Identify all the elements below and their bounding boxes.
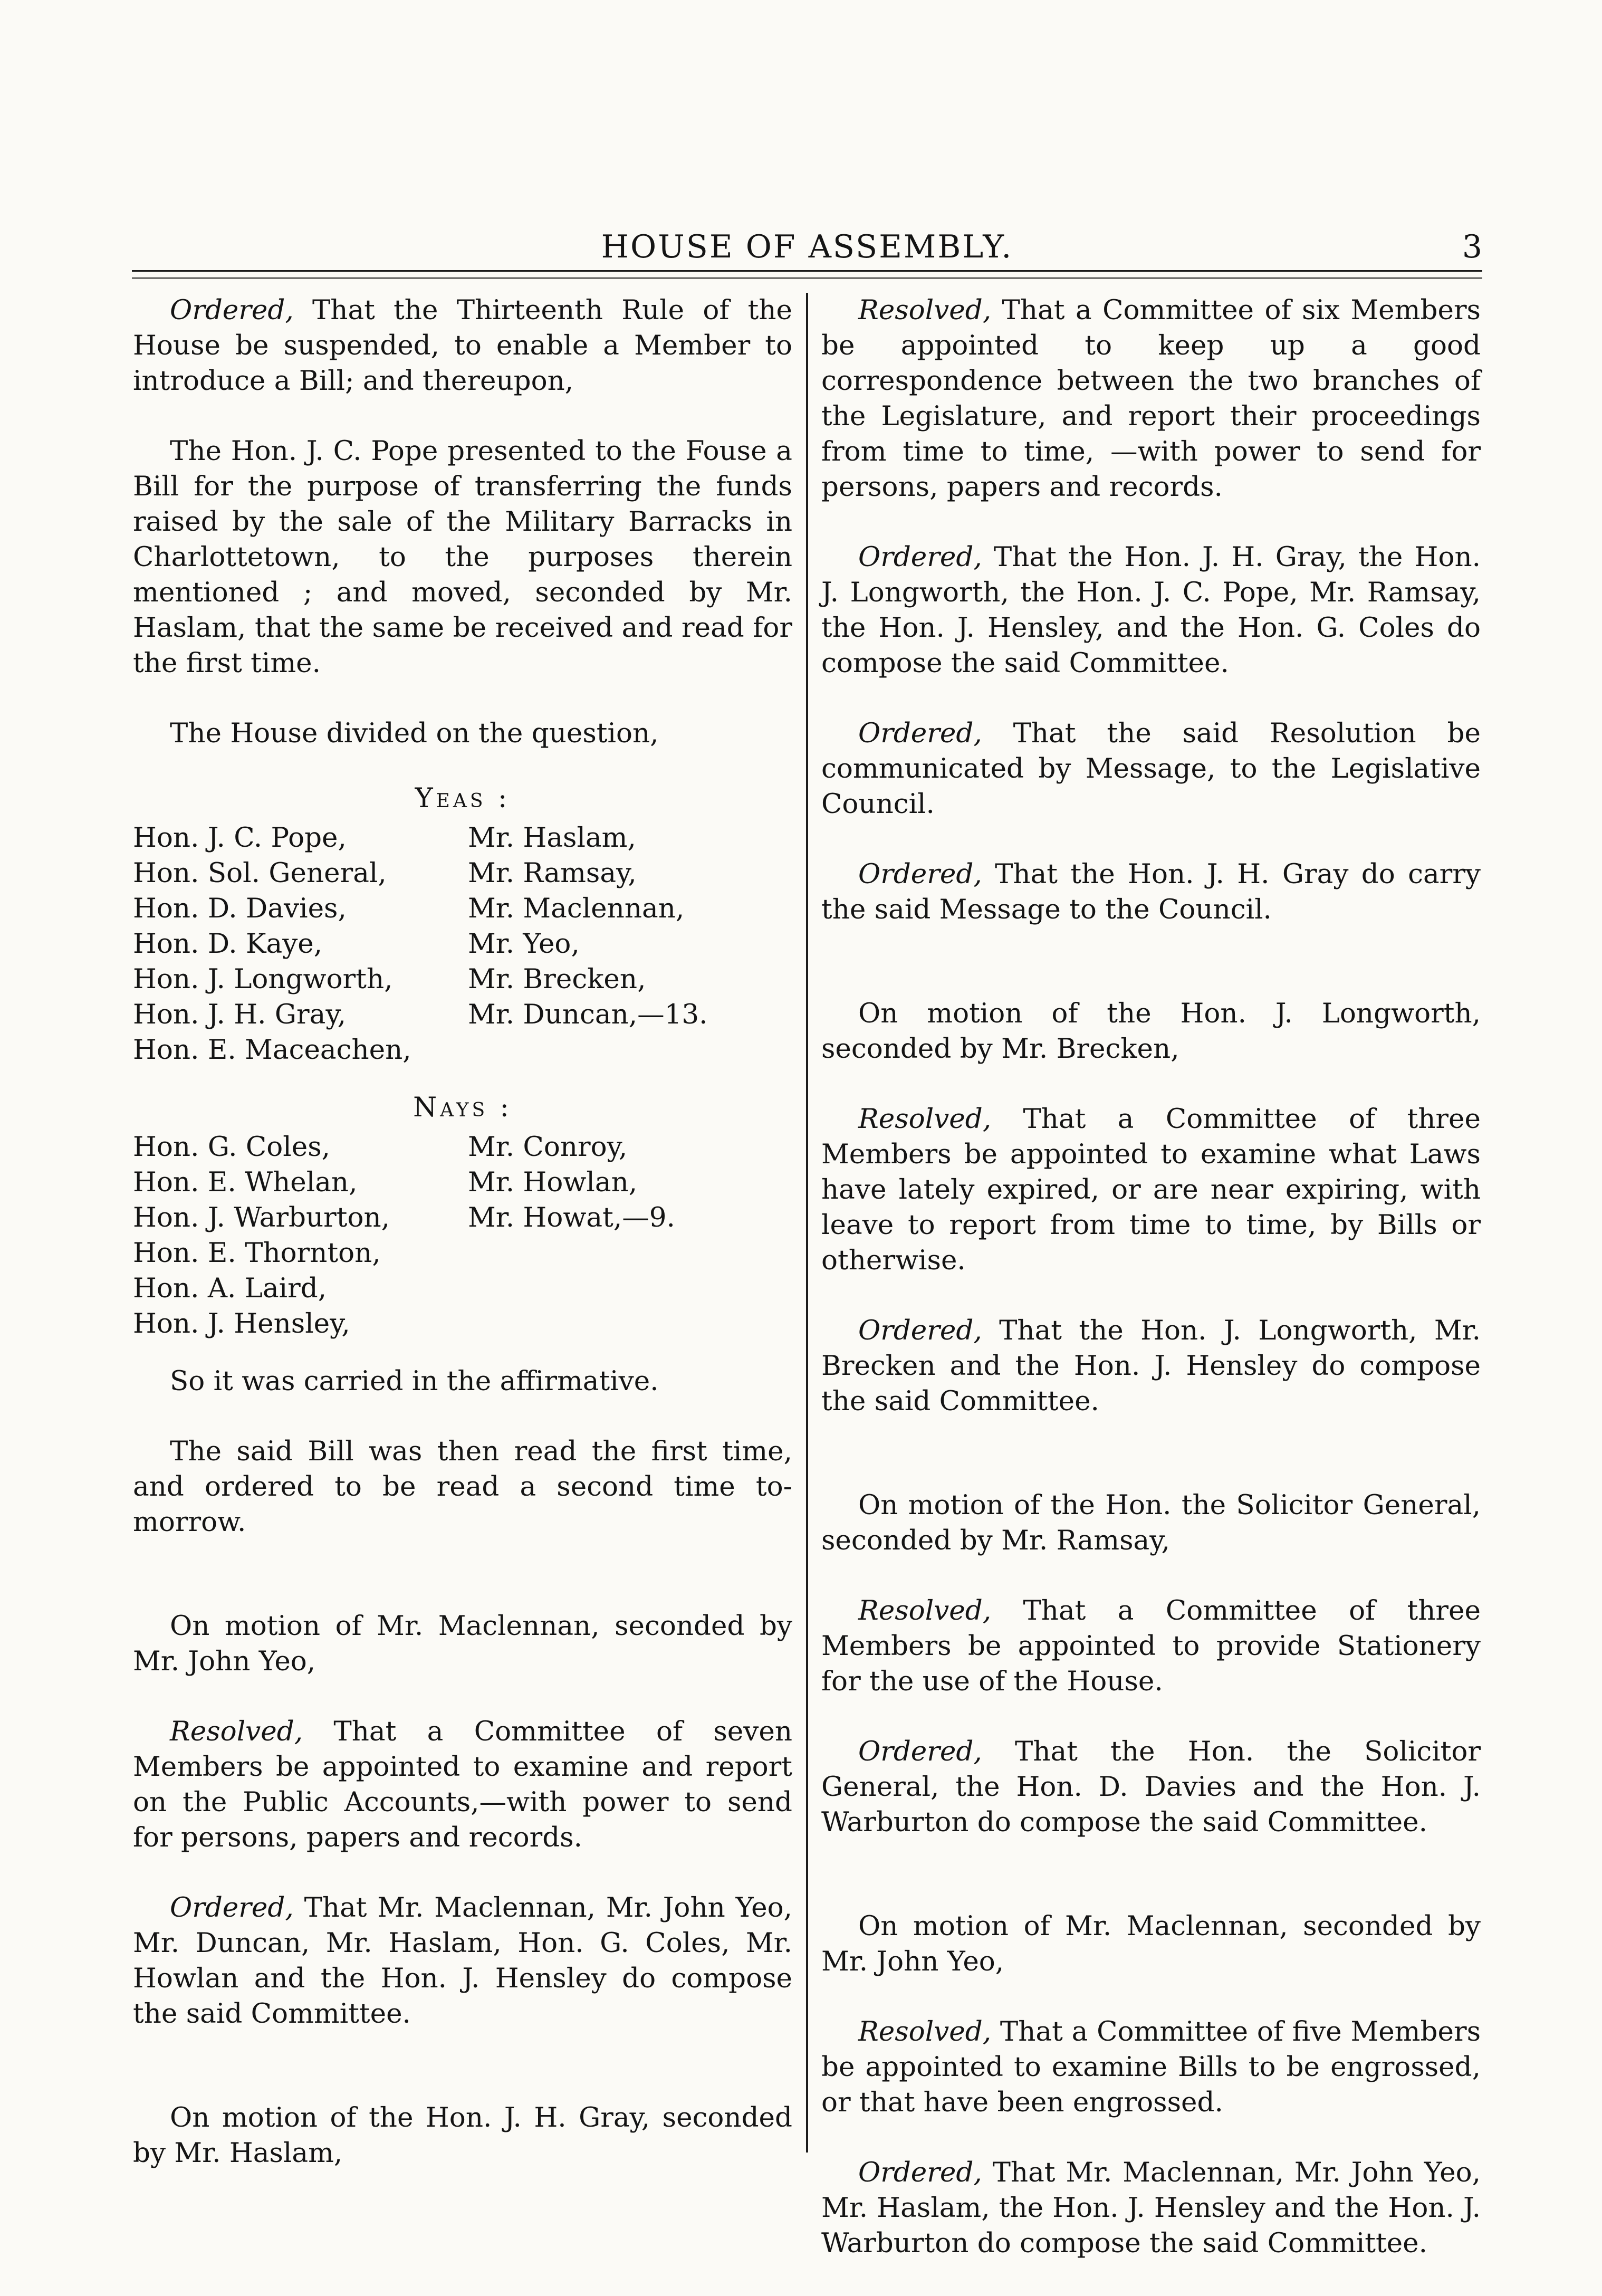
member-name: Mr. Haslam, bbox=[468, 822, 636, 854]
yeas-list bbox=[133, 820, 792, 1068]
paragraph: The said Bill was then read the first time, and ordered to be read a second time to-morrow. bbox=[133, 1436, 792, 1538]
paragraph: So it was carried in the affirmative. bbox=[170, 1365, 659, 1397]
paragraph: Ordered, That the Hon. J. H. Gray, the Hon. J. Longworth, the Hon. J. C. Pope, Mr. Ramsay, the Hon. J. Hensley, and the Hon. G. Coles do compose the said Committee. bbox=[821, 541, 1481, 679]
member-name: Hon. E. Thornton, bbox=[133, 1237, 381, 1269]
member-name: Hon. J. H. Gray, bbox=[133, 999, 346, 1030]
paragraph: Ordered, That Mr. Maclennan, Mr. John Yeo, Mr. Haslam, the Hon. J. Hensley and the Hon. J. Warburton do compose the said Committee. bbox=[821, 2157, 1481, 2259]
member-name bbox=[468, 1306, 763, 1342]
member-name: Hon. D. Davies, bbox=[133, 893, 347, 924]
page-number: 3 bbox=[1462, 228, 1482, 265]
member-name: Mr. Yeo, bbox=[468, 928, 580, 960]
paragraph: Resolved, That a Committee of three Members be appointed to examine what Laws have lately expired, or are near expiring, with leave to report from time to time, by Bills or otherwise. bbox=[821, 1103, 1481, 1276]
paragraph: Ordered, That Mr. Maclennan, Mr. John Yeo, Mr. Duncan, Mr. Haslam, Hon. G. Coles, Mr. Howlan and the Hon. J. Hensley do compose the said Committee. bbox=[133, 1892, 792, 2030]
nays-list bbox=[133, 1130, 792, 1342]
member-name bbox=[468, 1032, 763, 1068]
member-name: Hon. E. Whelan, bbox=[133, 1166, 358, 1198]
yeas-heading: Yeas : bbox=[415, 782, 511, 814]
member-name: Hon. G. Coles, bbox=[133, 1131, 331, 1163]
member-name: Hon. D. Kaye, bbox=[133, 928, 323, 960]
paragraph: Ordered, That the Thirteenth Rule of the House be suspended, to enable a Member to introduce a Bill; and thereupon, bbox=[133, 294, 792, 397]
paragraph: On motion of the Hon. the Solicitor General, seconded by Mr. Ramsay, bbox=[821, 1489, 1481, 1556]
running-title: HOUSE OF ASSEMBLY. bbox=[601, 228, 1013, 265]
paragraph: Ordered, That the Hon. J. H. Gray do carry the said Message to the Council. bbox=[821, 858, 1481, 925]
member-name: Hon. E. Maceachen, bbox=[133, 1034, 411, 1066]
nays-heading: Nays : bbox=[413, 1092, 512, 1123]
member-name: Mr. Howlan, bbox=[468, 1166, 638, 1198]
member-name: Mr. Howat,—9. bbox=[468, 1202, 675, 1233]
member-name: Hon. J. C. Pope, bbox=[133, 822, 347, 854]
member-name: Hon. J. Longworth, bbox=[133, 963, 393, 995]
paragraph: Ordered, That the Hon. the Solicitor General, the Hon. D. Davies and the Hon. J. Warburton do compose the said Committee. bbox=[821, 1736, 1481, 1838]
paragraph: On motion of the Hon. J. Longworth, seconded by Mr. Brecken, bbox=[821, 998, 1481, 1065]
member-name bbox=[468, 1271, 763, 1306]
paragraph: On motion of Mr. Maclennan, seconded by Mr. John Yeo, bbox=[821, 1910, 1481, 1977]
member-name: Mr. Ramsay, bbox=[468, 857, 637, 889]
header-rule bbox=[132, 270, 1482, 272]
member-name: Hon. A. Laird, bbox=[133, 1273, 327, 1304]
member-name: Mr. Duncan,—13. bbox=[468, 999, 708, 1030]
paragraph: Resolved, That a Committee of three Members be appointed to provide Stationery for the use of the House. bbox=[821, 1595, 1481, 1697]
member-name: Hon. J. Hensley, bbox=[133, 1308, 350, 1340]
member-name: Hon. Sol. General, bbox=[133, 857, 387, 889]
paragraph: The House divided on the question, bbox=[170, 718, 659, 749]
member-name bbox=[468, 1236, 763, 1271]
left-column bbox=[133, 293, 792, 2206]
paragraph: Resolved, That a Committee of seven Members be appointed to examine and report on the Public Accounts,—with power to send for persons, papers and records. bbox=[133, 1716, 792, 1853]
right-column bbox=[821, 293, 1481, 2296]
member-name: Hon. J. Warburton, bbox=[133, 1202, 390, 1233]
member-name: Mr. Brecken, bbox=[468, 963, 646, 995]
paragraph: Ordered, That the Hon. J. Longworth, Mr. Brecken and the Hon. J. Hensley do compose the said Committee. bbox=[821, 1315, 1481, 1417]
member-name: Mr. Maclennan, bbox=[468, 893, 685, 924]
paragraph: On motion of Mr. Maclennan, seconded by Mr. John Yeo, bbox=[133, 1610, 792, 1677]
paragraph: Resolved, That a Committee of six Members be appointed to keep up a good correspondence between the two branches of the Legislature, and report their proceedings from time to time, —with power to send for persons, papers and records. bbox=[821, 294, 1481, 503]
header-rule-thin bbox=[132, 278, 1482, 279]
paragraph: Resolved, That a Committee of five Members be appointed to examine Bills to be engrossed, or that have been engrossed. bbox=[821, 2016, 1481, 2118]
paragraph: Ordered, That the said Resolution be communicated by Message, to the Legislative Council. bbox=[821, 718, 1481, 820]
paragraph: On motion of the Hon. J. H. Gray, seconded by Mr. Haslam, bbox=[133, 2102, 792, 2169]
member-name: Mr. Conroy, bbox=[468, 1131, 628, 1163]
column-divider bbox=[806, 293, 808, 2152]
paragraph: The Hon. J. C. Pope presented to the Fouse a Bill for the purpose of transferring the funds raised by the sale of the Military Barracks in Charlottetown, to the purposes therein mentioned ; and moved, seconded by Mr. Haslam, that the same be received and read for the first time. bbox=[133, 435, 792, 679]
page-header bbox=[132, 224, 1482, 277]
